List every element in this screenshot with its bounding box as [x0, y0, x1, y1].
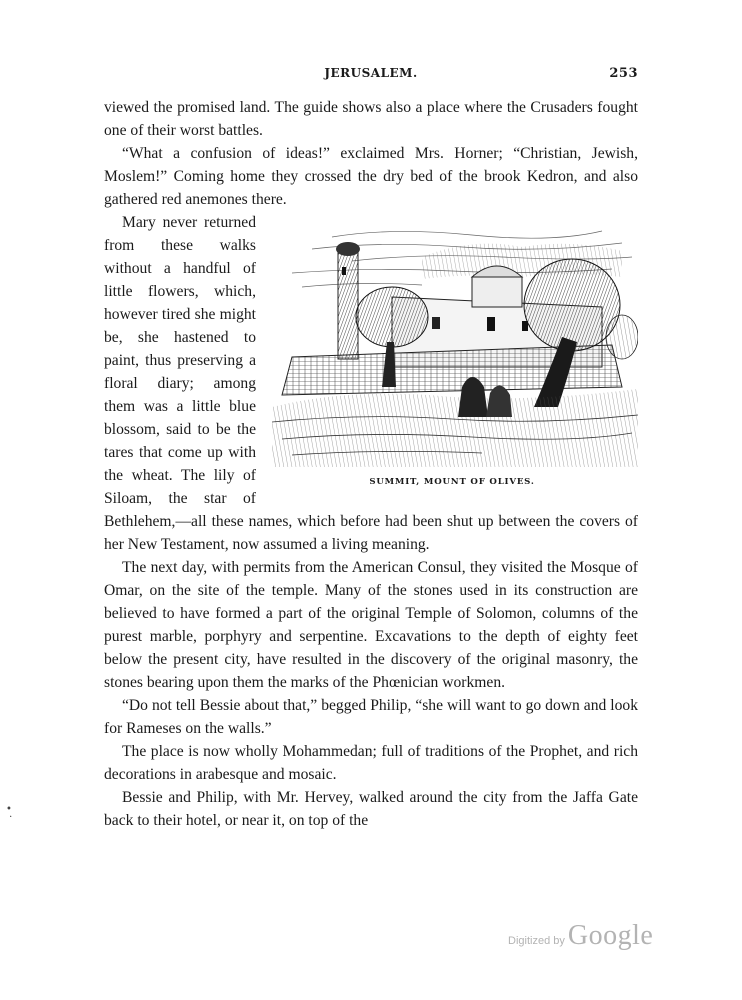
- digitized-watermark: [508, 920, 653, 952]
- paragraph-7: Bessie and Philip, with Mr. Hervey, walked around the city from the Jaffa Gate back to their hotel, or near it, on top of the: [104, 789, 638, 829]
- paragraph-1: viewed the promised land. The guide shows also a place where the Crusaders fought one of their worst battles.: [104, 99, 638, 139]
- paragraph-5: “Do not tell Bessie about that,” begged Philip, “she will want to go down and look for Rameses on the walls.”: [104, 697, 638, 737]
- margin-smudge: • ·: [6, 804, 13, 823]
- engraving-image: [272, 217, 638, 467]
- running-head: [104, 66, 638, 86]
- watermark-prefix: Digitized by: [508, 935, 565, 947]
- paragraph-2: “What a confusion of ideas!” exclaimed Mrs. Horner; “Christian, Jewish, Moslem!” Coming home they crossed the dry bed of the brook Kedron, and also gathered red anemones there.: [104, 145, 638, 208]
- page-number: 253: [609, 66, 638, 81]
- illustration: [266, 211, 638, 502]
- paragraph-6: The place is now wholly Mohammedan; full of traditions of the Prophet, and rich decorations in arabesque and mosaic.: [104, 743, 638, 783]
- google-logo: Google: [567, 920, 654, 951]
- body-text: [104, 96, 638, 832]
- paragraph-4: The next day, with permits from the American Consul, they visited the Mosque of Omar, on the site of the temple. Many of the stones used in its construction are believed to have formed a part of the original Temple of Solomon, columns of the purest marble, porphyry and serpentine. Excavations to the depth of eighty feet below the present city, have resulted in the discovery of the original masonry, the stones bearing upon them the marks of the Phœnician workmen.: [104, 559, 638, 691]
- running-title: JERUSALEM.: [324, 66, 418, 80]
- paragraph-3: Mary never returned from these walks without a handful of little flowers, which, however tired she might be, she hastened to paint, thus preserving a floral diary; among them was a little blue blossom, said to be the tares that come up with the wheat. The lily of Siloam, the star of Bethlehem,—all these names, which before had been shut up between the covers of her New Testament, now assumed a living meaning.: [104, 214, 638, 553]
- figure-caption: SUMMIT, MOUNT OF OLIVES.: [369, 477, 535, 487]
